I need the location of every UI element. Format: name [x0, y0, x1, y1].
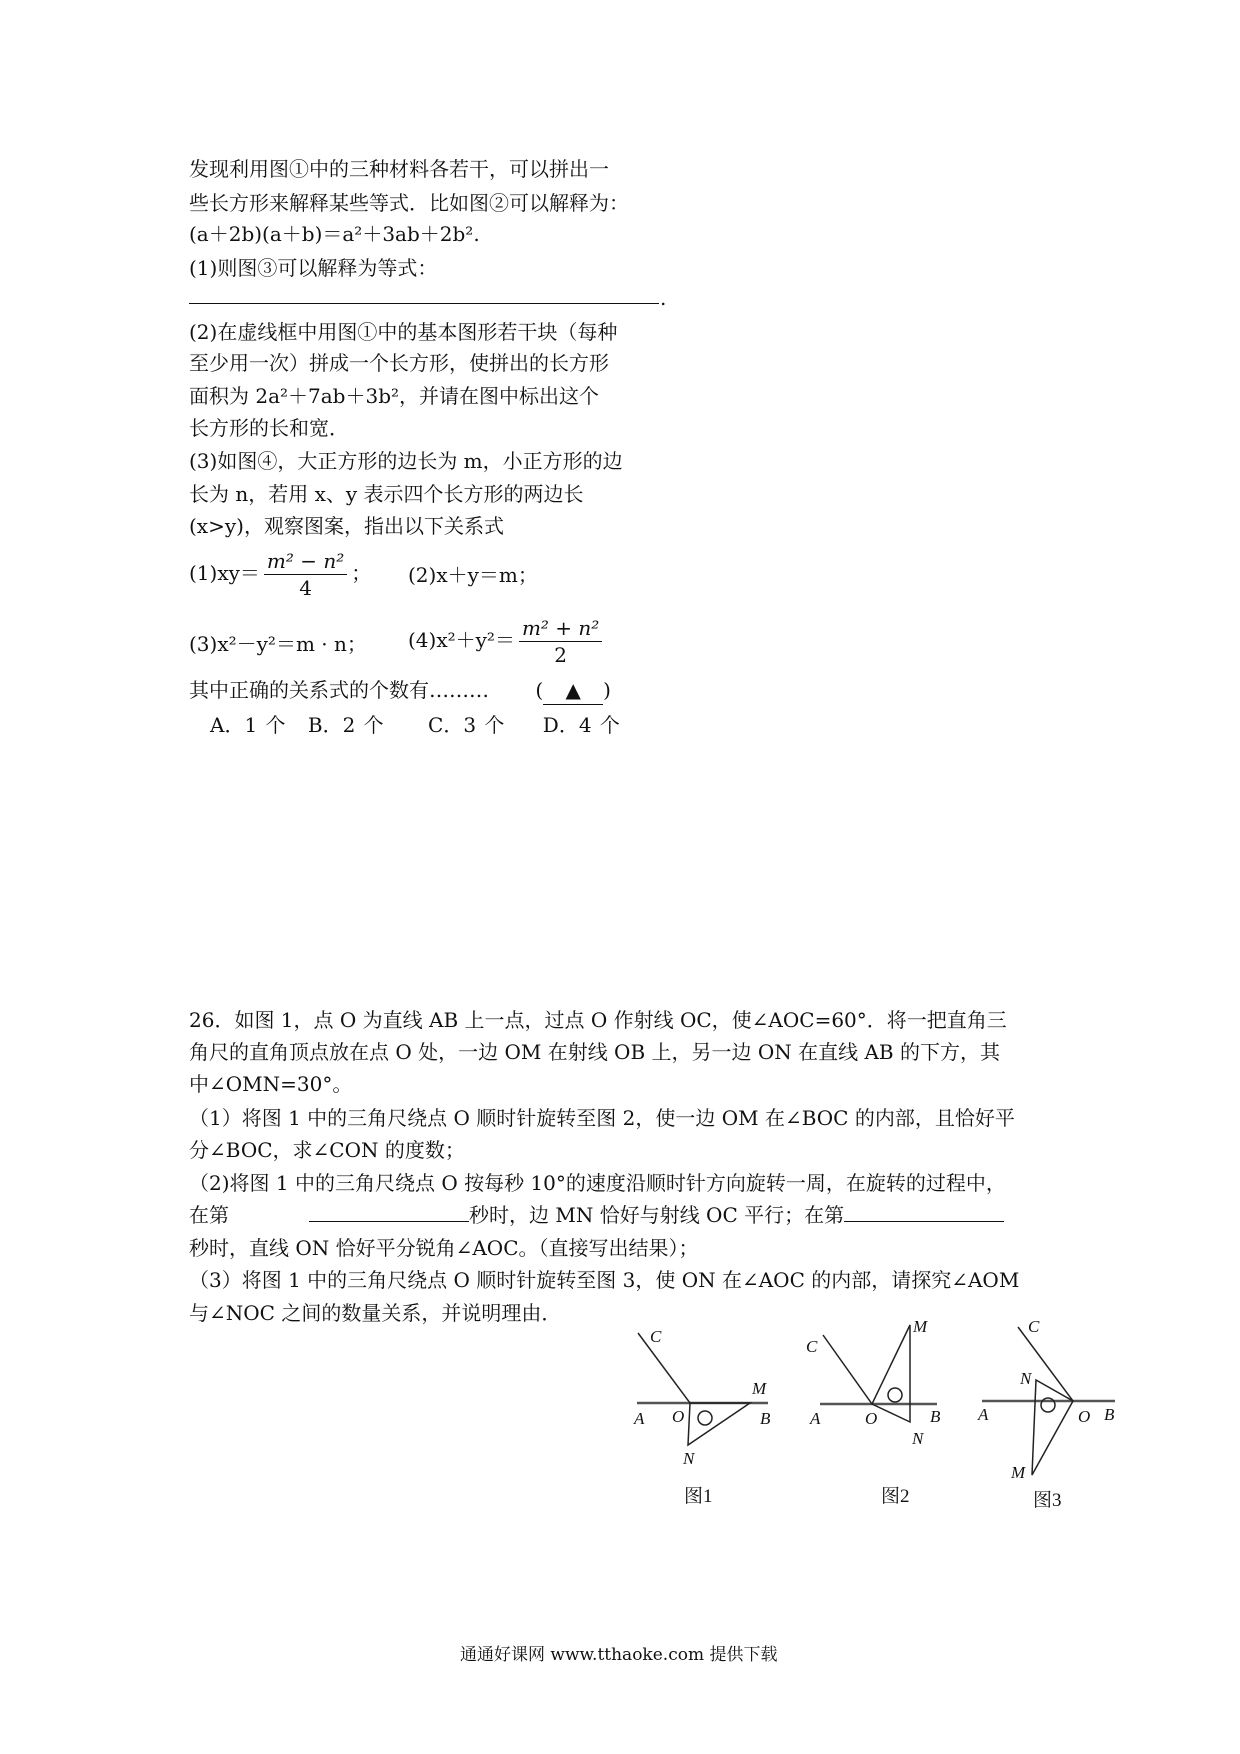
r4-pre: (4)x²＋y²＝	[408, 628, 515, 652]
figure-1	[637, 1333, 768, 1445]
svg-text:M: M	[1011, 1463, 1026, 1482]
option-c[interactable]: C．3 个	[428, 713, 505, 737]
answer-bracket[interactable]: ( ▲ )	[535, 678, 611, 702]
text: 在第	[189, 1203, 229, 1227]
q25-line: (1)则图③可以解释为等式：	[189, 256, 438, 280]
q26-line: （2)将图 1 中的三角尺绕点 O 按每秒 10°的速度沿顺时针方向旋转一周，在旋转的过程中，	[189, 1171, 1006, 1195]
q25-equation: (a＋2b)(a＋b)＝a²＋3ab＋2b².	[189, 222, 480, 246]
figures	[620, 1320, 1180, 1530]
q26-line: （1）将图 1 中的三角尺绕点 O 顺时针旋转至图 2，使一边 OM 在∠BOC 的内部，且恰好平	[189, 1106, 1015, 1130]
r1-post: ；	[351, 561, 372, 585]
answer-blank[interactable]	[189, 302, 659, 304]
options	[210, 711, 620, 739]
answer-mark: ▲	[543, 676, 603, 705]
option-d[interactable]: D．4 个	[542, 713, 620, 737]
denominator: 4	[299, 576, 312, 600]
text: 秒时，边 MN 恰好与射线 OC 平行；在第	[469, 1203, 845, 1227]
svg-text:A: A	[810, 1409, 821, 1428]
svg-text:A: A	[978, 1405, 989, 1424]
q25-line: (x>y)，观察图案，指出以下关系式	[189, 514, 504, 538]
svg-text:O: O	[1078, 1407, 1091, 1426]
q25-line: 至少用一次）拼成一个长方形，使拼出的长方形	[189, 351, 609, 375]
svg-text:O: O	[672, 1407, 685, 1426]
svg-text:B: B	[1104, 1405, 1115, 1424]
q26-line: 与∠NOC 之间的数量关系，并说明理由．	[189, 1301, 562, 1325]
footer: 通通好课网 www.tthaoke.com 提供下载	[460, 1645, 778, 1665]
answer-blank-2[interactable]	[844, 1221, 1004, 1222]
figure-2	[820, 1325, 937, 1422]
svg-text:O: O	[865, 1409, 878, 1428]
q26-line: 中∠OMN=30°。	[189, 1072, 353, 1096]
q25-line: 长为 n，若用 x、y 表示四个长方形的两边长	[189, 482, 584, 506]
q26-line: 26．如图 1，点 O 为直线 AB 上一点，过点 O 作射线 OC，使∠AOC=60°．将一把直角三	[189, 1008, 1007, 1032]
svg-text:图1: 图1	[684, 1486, 713, 1507]
q26-line: 秒时，直线 ON 恰好平分锐角∠AOC。（直接写出结果）；	[189, 1236, 699, 1260]
relation-3: (3)x²－y²＝m · n；	[189, 632, 367, 656]
q25-line: (2)在虚线框中用图①中的基本图形若干块（每种	[189, 320, 618, 344]
svg-text:C: C	[650, 1327, 662, 1346]
r1-pre: (1)xy＝	[189, 561, 260, 585]
q26-line: 分∠BOC，求∠CON 的度数；	[189, 1138, 465, 1162]
answer-blank-1[interactable]	[309, 1221, 469, 1222]
svg-text:N: N	[683, 1449, 695, 1468]
q26-line	[189, 1201, 1004, 1229]
blank-period: .	[660, 286, 667, 310]
option-b[interactable]: B．2 个	[307, 713, 384, 737]
q25-line: 长方形的长和宽．	[189, 416, 349, 440]
relation-1	[189, 548, 371, 601]
relation-2: (2)x＋y＝m；	[408, 563, 538, 587]
q25-line: (3)如图④，大正方形的边长为 m，小正方形的边	[189, 449, 623, 473]
q26-line: 角尺的直角顶点放在点 O 处，一边 OM 在射线 OB 上，另一边 ON 在直线 AB 的下方，其	[189, 1040, 1000, 1064]
fraction	[519, 615, 602, 668]
q26-line: （3）将图 1 中的三角尺绕点 O 顺时针旋转至图 3，使 ON 在∠AOC 的内部，请探究∠AOM	[189, 1268, 1020, 1292]
figure-3	[982, 1327, 1115, 1475]
q25-line: 些长方形来解释某些等式．比如图②可以解释为：	[189, 191, 629, 215]
fraction	[264, 548, 347, 601]
figure-3-labels	[977, 1320, 1115, 1511]
svg-text:C: C	[1028, 1320, 1040, 1336]
svg-text:B: B	[760, 1409, 771, 1428]
svg-text:N: N	[912, 1429, 924, 1448]
q25-line: 发现利用图①中的三种材料各若干，可以拼出一	[189, 157, 609, 181]
svg-text:C: C	[806, 1337, 818, 1356]
svg-text:图2: 图2	[881, 1486, 910, 1507]
svg-text:图3: 图3	[1033, 1490, 1062, 1511]
relation-4	[408, 615, 606, 668]
svg-text:M: M	[752, 1379, 767, 1398]
svg-text:M: M	[913, 1320, 928, 1336]
numerator: m² + n²	[519, 615, 602, 642]
q25-line: 面积为 2a²＋7ab＋3b²，并请在图中标出这个	[189, 384, 600, 408]
svg-text:A: A	[634, 1409, 645, 1428]
numerator: m² − n²	[264, 548, 347, 575]
question-ask	[189, 676, 611, 705]
svg-text:N: N	[1020, 1369, 1032, 1388]
svg-text:B: B	[930, 1407, 941, 1426]
option-a[interactable]: A．1 个	[210, 713, 286, 737]
figure-2-labels	[806, 1320, 941, 1507]
denominator: 2	[554, 643, 567, 667]
ask-text: 其中正确的关系式的个数有………	[189, 678, 489, 702]
